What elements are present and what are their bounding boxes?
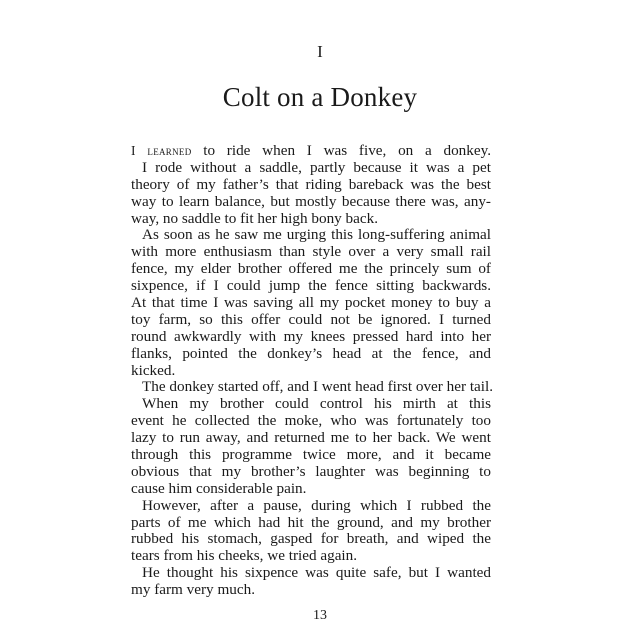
text-line: At that time I was saving all my pocket money to buy a (131, 294, 491, 312)
chapter-body (131, 142, 494, 599)
text-line: kicked. (131, 361, 176, 379)
text-line: He thought his sixpence was quite safe, but I wanted (142, 564, 491, 582)
text-line: event he collected the moke, who was fortunately too (131, 412, 491, 430)
text-line: cause him considerable pain. (131, 479, 307, 497)
text-line: my farm very much. (131, 581, 255, 599)
text-line: parts of me which had hit the ground, and my brother (131, 513, 491, 531)
text-line: fence, my elder brother offered me the princely sum of (131, 260, 491, 278)
text-line: sixpence, if I could jump the fence sitting backwards. (131, 277, 491, 295)
text-line: theory of my father’s that riding bareback was the best (131, 175, 491, 193)
text-line: When my brother could control his mirth at this (142, 395, 491, 413)
text-line: through this programme twice more, and it became (131, 446, 491, 464)
text-line: flanks, pointed the donkey’s head at the fence, and (131, 344, 491, 362)
opening-text: to ride when I was five, on a donkey. (191, 142, 491, 159)
text-line: way, no saddle to fit her high bony back. (131, 209, 379, 227)
text-line: I rode without a saddle, partly because it was a pet (142, 158, 491, 176)
text-line: rubbed his stomach, gasped for breath, and wiped the (131, 530, 491, 548)
text-line: lazy to run away, and returned me to her back. We went (131, 429, 491, 447)
page-number: 13 (313, 608, 327, 623)
chapter-numeral: I (317, 42, 323, 61)
opening-line (131, 143, 491, 160)
body-lines (131, 158, 494, 599)
opening-small-caps: I learned (131, 143, 192, 158)
text-line: The donkey started off, and I went head first over her tail. (142, 378, 494, 396)
text-line: way to learn balance, but mostly because there was, any- (131, 192, 491, 210)
text-line: As soon as he saw me urging this long-suffering animal (142, 226, 491, 244)
text-line: with more enthusiasm than style over a very small rail (131, 243, 491, 261)
text-line: tears from his cheeks, we tried again. (131, 547, 358, 565)
chapter-title: Colt on a Donkey (222, 82, 418, 112)
text-line: toy farm, so this offer could not be ignored. I turned (131, 310, 491, 328)
text-line: However, after a pause, during which I rubbed the (142, 496, 491, 514)
text-line: round awkwardly with my knees pressed hard into her (131, 327, 491, 345)
text-line: obvious that my brother’s laughter was beginning to (131, 462, 491, 480)
